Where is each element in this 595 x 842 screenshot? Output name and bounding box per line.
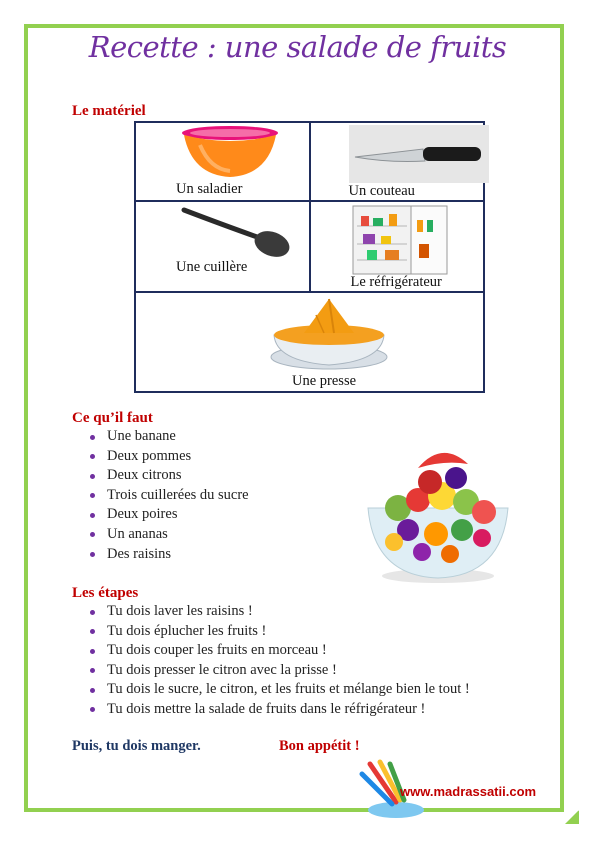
bon-appetit-text: Bon appétit ! [279,738,360,754]
page-fold-corner [565,810,579,824]
list-item: Tu dois couper les fruits en morceau ! [88,641,470,661]
closing-text: Puis, tu dois manger. [72,738,201,754]
list-item: Tu dois éplucher les fruits ! [88,622,470,642]
list-item: Tu dois laver les raisins ! [88,602,470,622]
citrus-press-icon [264,295,394,371]
section-heading-ingredients: Ce qu’il faut [72,410,153,426]
list-item: Un ananas [88,525,249,545]
materiel-label: Une cuillère [176,259,248,275]
steps-list [88,602,470,720]
salad-bowl-icon [180,125,280,183]
materiel-label: Une presse [292,373,357,389]
list-item: Deux poires [88,505,249,525]
materiel-cell-presse [135,292,484,392]
materiel-cell-couteau [310,122,485,201]
materiel-label: Un saladier [176,181,243,197]
section-heading-materiel: Le matériel [72,103,146,119]
ingredients-list [88,427,249,564]
spoon-icon [176,204,296,260]
list-item: Tu dois presser le citron avec la prisse ! [88,661,470,681]
materiel-label: Un couteau [348,183,415,199]
materiel-cell-refrigerateur [310,201,485,292]
list-item: Tu dois mettre la salade de fruits dans le réfrigérateur ! [88,700,470,720]
list-item: Tu dois le sucre, le citron, et les fruits et mélange bien le tout ! [88,680,470,700]
list-item: Une banane [88,427,249,447]
materiel-label: Le réfrigérateur [350,274,442,290]
section-heading-etapes: Les étapes [72,585,139,601]
page-title: Recette : une salade de fruits [88,30,507,64]
fruit-salad-bowl-image [358,438,518,588]
list-item: Deux pommes [88,447,249,467]
knife-icon [349,125,489,183]
list-item: Des raisins [88,545,249,565]
materiel-table [134,121,485,393]
materiel-cell-cuillere [135,201,310,292]
footer-site-link[interactable]: www.madrassatii.com [400,784,537,799]
list-item: Trois cuillerées du sucre [88,486,249,506]
refrigerator-icon [351,204,451,276]
materiel-cell-saladier [135,122,310,201]
list-item: Deux citrons [88,466,249,486]
